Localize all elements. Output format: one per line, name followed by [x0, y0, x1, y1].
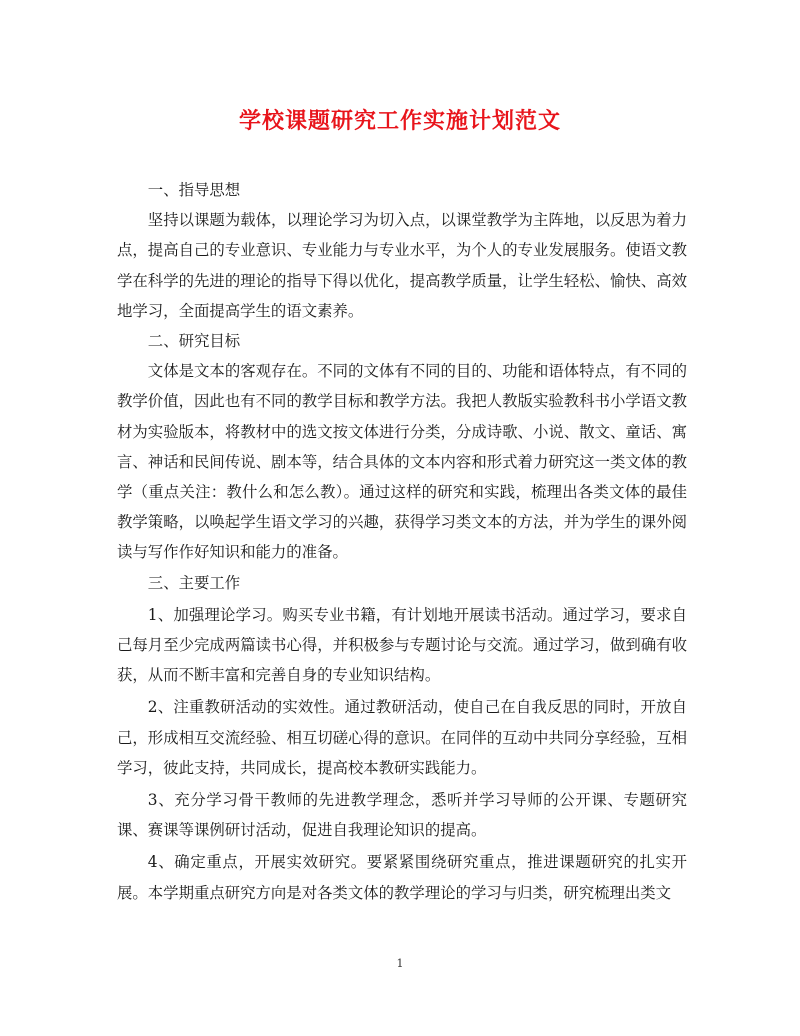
paragraph-main-work-3: 3、充分学习骨干教师的先进教学理念，悉听并学习导师的公开课、专题研究课、赛课等课例研讨活动，促进自我理论知识的提高。 — [117, 791, 687, 840]
paragraph-main-work-2: 2、注重教研活动的实效性。通过教研活动，使自己在自我反思的同时，开放自己，形成相互交流经验、相互切磋心得的意识。在同伴的互动中共同分享经验，互相学习，彼此支持，共同成长，提高校本教研实践能力。 — [117, 698, 687, 777]
paragraph-main-work-1: 1、加强理论学习。购买专业书籍，有计划地开展读书活动。通过学习，要求自己每月至少完成两篇读书心得，并积极参与专题讨论与交流。通过学习，做到确有收获，从而不断丰富和完善自身的专业知识结构。 — [117, 605, 687, 685]
document-title: 学校课题研究工作实施计划范文 — [238, 108, 561, 134]
paragraph-research-goals: 文体是文本的客观存在。不同的文体有不同的目的、功能和语体特点，有不同的教学价值，因此也有不同的教学目标和教学方法。我把人教版实验教科书小学语文教材为实验版本，将教材中的选文按文体进行分类，分成诗歌、小说、散文、童话、寓言、神话和民间传说、剧本等，结合具体的文本内容和形式着力研究这一类文体的教学（重点关注：教什么和怎么教）。通过这样的研究和实践，梳理出各类文体的最佳教学策略，以唤起学生语文学习的兴趣，获得学习类文本的方法，并为学生的课外阅读与写作作好知识和能力的准备。 — [117, 362, 687, 562]
document-body — [117, 175, 687, 908]
paragraph-guiding-thought: 坚持以课题为载体，以理论学习为切入点，以课堂教学为主阵地，以反思为着力点，提高自己的专业意识、专业能力与专业水平，为个人的专业发展服务。使语文教学在科学的先进的理论的指导下得以优化，提高教学质量，让学生轻松、愉快、高效地学习，全面提高学生的语文素养。 — [117, 211, 687, 320]
paragraph-main-work-4: 4、确定重点，开展实效研究。要紧紧围绕研究重点，推进课题研究的扎实开展。本学期重点研究方向是对各类文体的教学理论的学习与归类，研究梳理出类文 — [117, 853, 687, 902]
section-heading-main-work: 三、主要工作 — [147, 573, 241, 592]
page-number: 1 — [396, 957, 404, 970]
section-heading-research-goals: 二、研究目标 — [147, 332, 241, 351]
section-heading-guiding-thought: 一、指导思想 — [147, 181, 241, 199]
